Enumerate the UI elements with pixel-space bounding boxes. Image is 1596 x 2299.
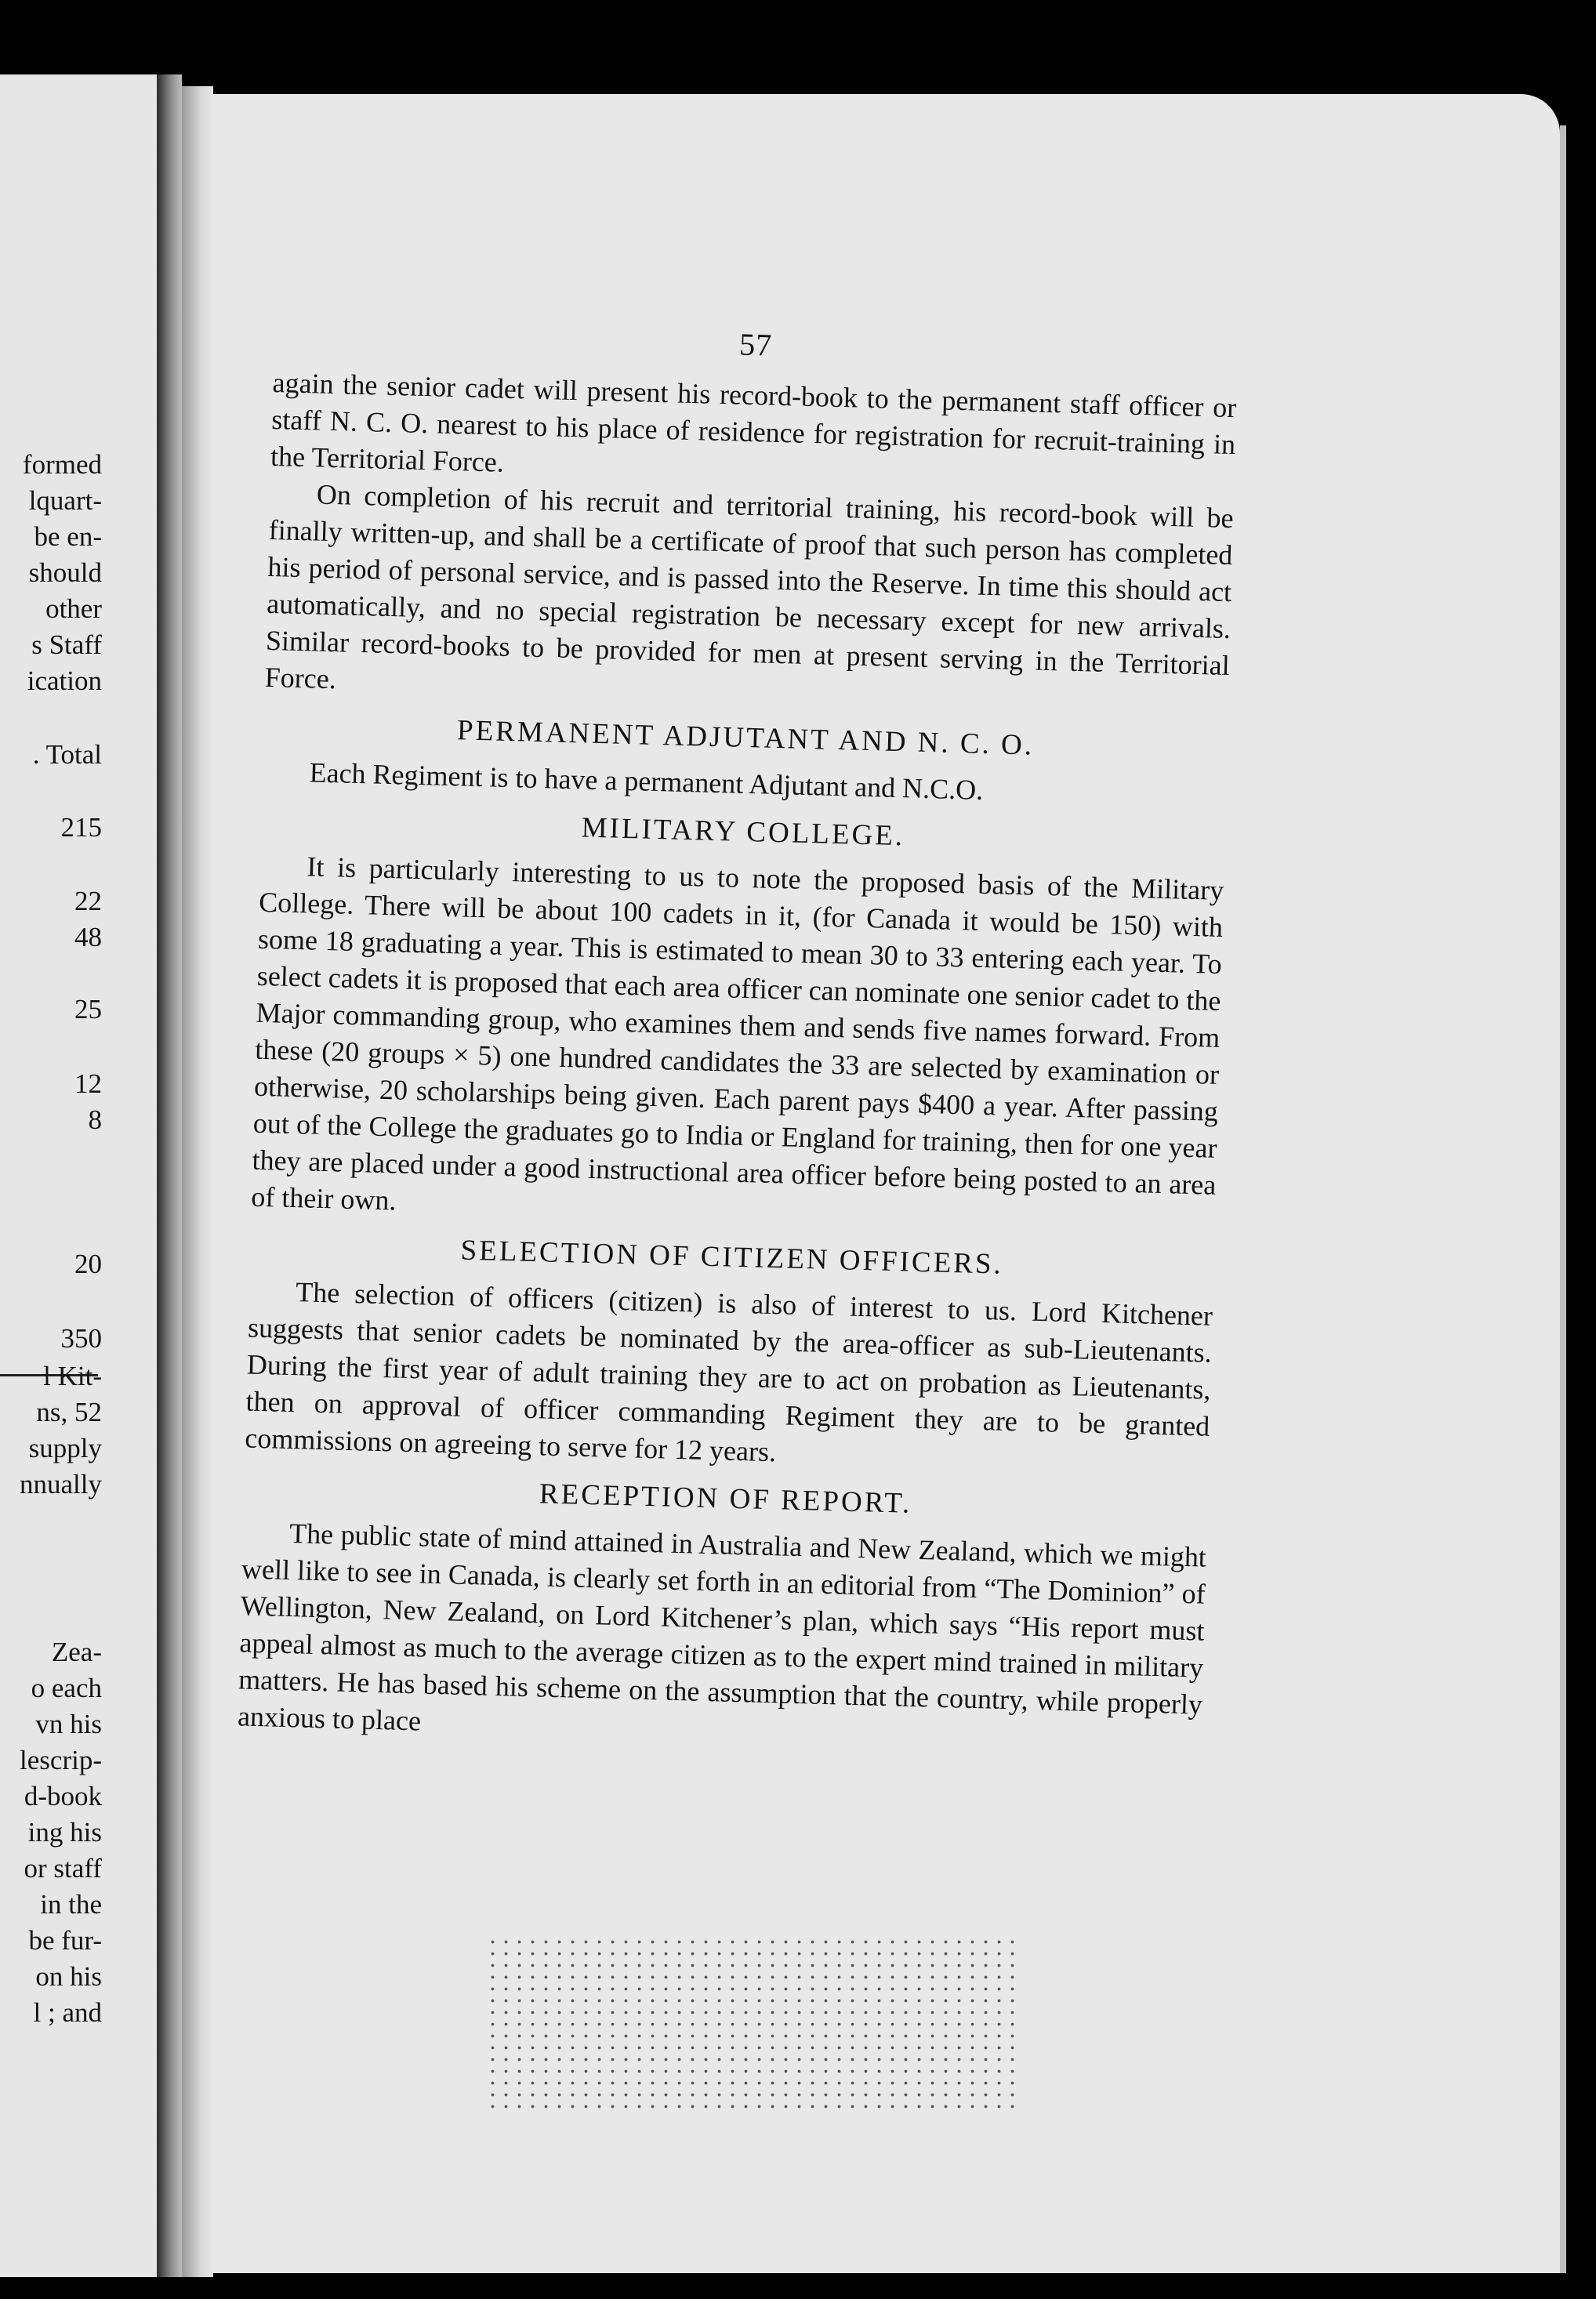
left-fragment: ing his [27, 1817, 102, 1848]
left-fragment: or staff [24, 1853, 102, 1884]
left-fragment: supply [28, 1433, 102, 1463]
left-fragment: Zea- [51, 1637, 102, 1667]
left-fragment: l Kit- [43, 1361, 102, 1391]
book-gutter [182, 86, 213, 2277]
left-fragment: other [45, 593, 102, 624]
page-edge [1560, 125, 1566, 2273]
left-fragment: s Staff [31, 629, 102, 660]
page-number: 57 [738, 326, 773, 363]
paragraph-adjutant: Each Regiment is to have a permanent Adjutant and N.C.O. [309, 756, 984, 806]
left-fragment: formed [22, 449, 102, 480]
heading-military-college: MILITARY COLLEGE. [581, 811, 905, 853]
left-fragment: lescrip- [20, 1745, 102, 1775]
left-fragment: 20 [74, 1249, 102, 1279]
left-fragment: ns, 52 [36, 1397, 102, 1427]
left-fragment: 25 [74, 994, 102, 1024]
heading-reception-of-report: RECEPTION OF REPORT. [539, 1478, 912, 1520]
paragraph-reception: The public state of mind attained in Australia and New Zealand, which we might well like to see in Canada, is clearly set forth in an editorial from “The Dominion” of Wellington, New Zealand, on Lord Kitchener’s plan, which says “His report must appeal almost as much to the average citizen as to the expert mind trained in military matters. He has based his scheme on the assumption that the country, while properly anxious to place [237, 1518, 1207, 1737]
paragraph-registration: again the senior cadet will present his record-book to the permanent staff officer or staff N. C. O. nearest to his place of residence for registration for recruit-training in the Territorial Force. [270, 366, 1237, 478]
paragraph-military-college: It is particularly interesting to us to note the proposed basis of the Military College. There will be about 100 cadets in it, (for Canada it would be 150) with some 18 graduating a year. This is estimated to mean 30 to 33 entering each year. To select cadets it is proposed that each area officer can nominate one senior cadet to the Major commanding group, who examines them and sends five names forward. From these (20 groups × 5) one hundred candidates the 33 are selected by examination or otherwise, 20 scholarships being given. Each parent pays $400 a year. After passing out of the College the graduates go to India or England for training, then for one year they are placed under a good instructional area officer before being posted to an area of their own. [250, 850, 1224, 1217]
left-fragment: l ; and [33, 1997, 102, 2028]
heading-permanent-adjutant: PERMANENT ADJUTANT AND N. C. O. [456, 714, 1035, 762]
left-fragment: d-book [24, 1781, 102, 1811]
left-fragment: 12 [74, 1068, 102, 1099]
left-fragment: on his [35, 1961, 102, 1992]
left-fragment: 22 [74, 886, 102, 916]
left-fragment: in the [40, 1889, 102, 1920]
left-fragment: ication [27, 665, 102, 696]
book-spine-shadow [157, 74, 182, 2277]
left-fragment: vn his [35, 1709, 102, 1739]
left-fragment: should [28, 557, 102, 588]
left-page-fragment [0, 74, 157, 2277]
left-fragment: 48 [74, 922, 102, 952]
paragraph-record-book: On completion of his recruit and territorial training, his record-book will be finally written-up, and shall be a certificate of proof that such person has completed his period of personal service, and is passed into the Reserve. In time this should act automatically, and no special registration be necessary except for new arrivals. Similar record-books to be provided for men at present serving in the Territorial Force. [264, 478, 1235, 695]
left-fragment: lquart- [28, 485, 102, 516]
heading-selection-citizen-officers: SELECTION OF CITIZEN OFFICERS. [460, 1234, 1004, 1281]
left-fragment: be fur- [28, 1925, 102, 1956]
page-text [238, 314, 1239, 1761]
left-fragment: 8 [88, 1104, 102, 1135]
left-fragment: . Total [32, 739, 102, 770]
left-fragment: 215 [60, 812, 102, 843]
paragraph-selection: The selection of officers (citizen) is also of interest to us. Lord Kitchener suggests that senior cadets be nominated by the area-officer as sub-Lieutenants. During the first year of adult training they are to act on probation as Lieutenants, then on approval of officer commanding Regiment they are to be granted commissions on agreeing to serve for 12 years. [244, 1276, 1213, 1468]
left-fragment: o each [31, 1673, 102, 1703]
left-fragment: 350 [60, 1323, 102, 1354]
perforated-stamp [486, 1936, 1019, 2116]
left-fragment: nnually [20, 1469, 102, 1499]
left-fragment: be en- [34, 521, 102, 552]
